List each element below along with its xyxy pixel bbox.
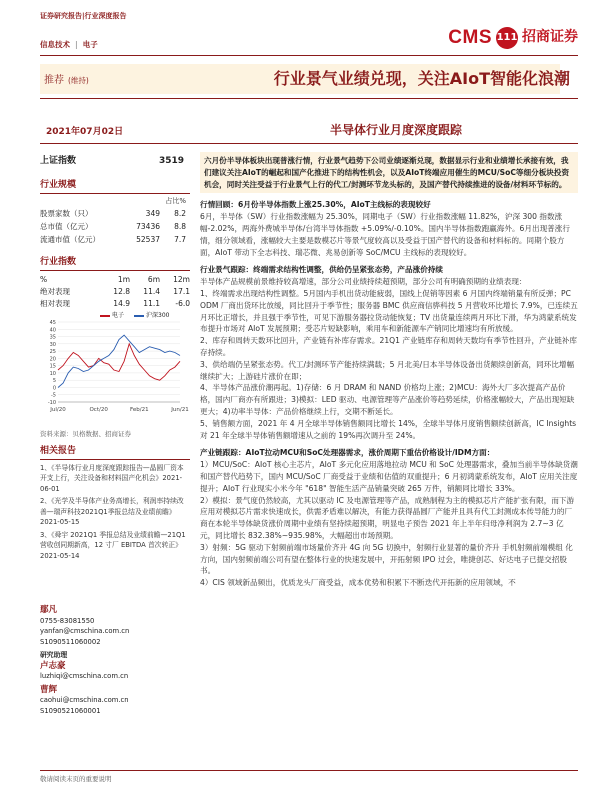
x-tick-label: Jun/21 (171, 406, 189, 413)
scale-cell: 8.2 (174, 208, 186, 218)
x-tick-label: Oct/20 (89, 406, 108, 413)
perf-cell: 6m (147, 274, 160, 284)
section-1-body: 6月，半导体（SW）行业指数涨幅为 25.30%，同期电子（SW）行业指数涨幅 11.82%，沪深 300 指数涨幅-2.02%，两海外费城半导体/台湾半导体指数 +5.09%/-0.10%。国内半导体指数跑赢海外。6月出现普涨行情，细分领域看，涨幅较大主要是数模芯片等景气度较高以及受益于国产替代的设备和材料标的。同期个股方面，AIoT 带动下全志科技、瑞芯微、兆易创新等 SoC/MCU 主线标的表现较好。 (200, 212, 570, 257)
band-rule (40, 98, 578, 99)
abstract: 六月份半导体板块出现普涨行情，行业景气趋势下公司业绩逐渐兑现，数据显示行业和业绩增长承接有效，我们建议关注AIoT的崛起和国产化推进下的结构性机会，以及AIoT终端应用催生的MCU/SoC等细分板块投资机会，同时关注受益于行业景气上行的代工/封测环节龙头标的，及国产替代持续推进的设备/材料环节标的。 (200, 152, 578, 193)
perf-cell: 11.4 (143, 286, 160, 296)
section-3-item: 2）模拟：景气度仍然较高，尤其以驱动 IC 及电源管理等产品，成熟制程为主的模拟芯片产能扩张有限，而下游应用对模拟芯片需求快速成长，供需矛盾难以解决，有能力获得晶圆厂产能并且具有代工封测成本传导能力的厂商在本轮半导体缺货涨价周期中业绩有坚持续超预期，明显电子预告 2021 年上半年归母净利润为 2.7~3 亿元，同比增长 832.38%~935.98%，大幅超出市场预期。 (200, 495, 575, 540)
brand-logo (448, 25, 578, 51)
y-tick-label: 5 (52, 378, 56, 385)
perf-cell: 1m (117, 274, 130, 284)
analyst-name: 鄢凡 (40, 605, 58, 615)
analyst-email[interactable]: yanfan@cmschina.com.cn (40, 627, 130, 635)
related-list (40, 463, 190, 562)
index-value: 3519 (158, 156, 184, 166)
scale-cell: 52537 (136, 234, 160, 244)
perf-cell: 相对表现 (40, 298, 70, 308)
x-tick-label: Feb/21 (130, 406, 149, 413)
y-tick-label: 35 (49, 334, 56, 341)
rating (44, 74, 89, 88)
perf-row (40, 286, 190, 298)
chart-legend (100, 312, 169, 320)
legend-item-1 (100, 312, 124, 320)
legend-label-2: 沪深300 (146, 311, 170, 319)
y-tick-label: 0 (52, 385, 56, 392)
footer-note: 敬请阅读末页的重要说明 (40, 775, 112, 783)
analysts (40, 602, 190, 716)
chart-svg (40, 310, 189, 418)
y-tick-label: 10 (49, 370, 56, 377)
analyst-role: 研究助理 (40, 651, 68, 659)
left-column (40, 155, 190, 563)
footer-rule (40, 770, 578, 771)
analyst-email[interactable]: caohui@cmschina.com.cn (40, 696, 129, 704)
perf-cell: 17.1 (173, 286, 190, 296)
section-2-item: 2、库存和周转天数环比回升，产业链有补库存需求。21Q1 产业链库存和周转天数均有季节性回升，产业链补库存持续。 (200, 336, 578, 357)
main-column (200, 152, 578, 589)
perf-row (40, 298, 190, 310)
dept-line: 信息技术 | 电子 (40, 40, 98, 49)
legend-item-2 (134, 312, 169, 320)
rating-note: (维持) (68, 76, 89, 85)
scale-cell: 股票家数（只） (40, 208, 93, 218)
section-1 (200, 199, 578, 258)
page-title: 行业景气业绩兑现，关注AIoT智能化浪潮 (273, 69, 570, 88)
report-date: 2021年07月02日 (46, 127, 124, 137)
subtitle-rule (40, 143, 578, 144)
scale-cell: 总市值（亿元） (40, 221, 93, 231)
y-tick-label: 15 (49, 363, 56, 370)
related-item: 1、《半导体行业月度深度跟踪报告—晶圆厂资本开支上行，关注设备和材料国产化机会》2021-06-01 (40, 463, 184, 493)
header-rule (40, 55, 578, 56)
y-tick-label: 40 (49, 327, 56, 334)
x-tick-label: Jul/20 (50, 406, 66, 413)
analyst-name: 曹辉 (40, 684, 58, 695)
section-3-title: 产业链跟踪：AIoT拉动MCU和SoC处理器需求，涨价周期下重估价格设计/IDM方面： (200, 448, 495, 458)
section-2-item: 1、终端需求出现结构性调整。5月国内手机出货动能疲弱，国线上促销等因素 6 月国内终端销量有所反弹；PC ODM 厂商出货环比放缓，同比回升于季节性；服务器 BMC 供应商信骅科技 5 月营收环比增长 7.9%，已连续五月环比正增长，并且强于季节性，可见下游服务器拉货动能恢复；TV 出货量连续两月环比下滑，华为鸿蒙系统发布提升市场对 AIoT 发展预期；受芯片短缺影响，乘用车和新能源车产销同比增速均有所放缓。 (200, 288, 578, 334)
scale-row (40, 233, 190, 246)
perf-cell: 12m (173, 274, 190, 284)
perf-title: 行业指数 (40, 256, 190, 271)
section-3-item: 3）射频：5G 驱动下射频前端市场量价齐升 4G 向 5G 切换中，射频行业显著的量价齐升 手机射频前端模组 化方向，国内射频前端公司有望在整体行业的快速发展中，开拓射频 IPO 过会，唯捷创芯、好达电子已提交招股书。 (200, 542, 573, 576)
series-line-2 (58, 335, 180, 387)
legend-swatch-2 (134, 315, 144, 317)
series-line: 证券研究报告|行业深度报告 (40, 12, 127, 20)
y-tick-label: 45 (49, 319, 56, 326)
section-3 (200, 447, 578, 589)
logo-text: CMS (448, 27, 492, 48)
scale-col-head: 占比% (165, 197, 186, 206)
scale-table (40, 207, 190, 246)
perf-cell: 14.9 (113, 298, 130, 308)
y-tick-label: -10 (47, 399, 56, 406)
perf-cell: -6.0 (175, 298, 190, 308)
subtitle: 半导体行业月度深度跟踪 (330, 123, 463, 137)
related-title: 相关报告 (40, 445, 190, 460)
scale-title: 行业规模 (40, 179, 190, 194)
perf-cell: 12.8 (113, 286, 130, 296)
series-line-1 (58, 344, 180, 380)
scale-cell: 349 (145, 208, 160, 218)
section-2 (200, 264, 578, 441)
perf-header (40, 274, 190, 286)
related-item: 3、《舜宇 2021Q1 季报总结及业绩前瞻—21Q1 营收创同期新高，12 寸厂 EBITDA 首次转正》2021-05-14 (40, 530, 186, 560)
scale-row (40, 207, 190, 220)
y-tick-label: -5 (51, 392, 56, 399)
perf-cell: 11.1 (143, 298, 160, 308)
index-label: 上证指数 (40, 156, 77, 166)
y-tick-label: 30 (49, 341, 56, 348)
scale-cell: 73436 (136, 221, 160, 231)
analyst-id: S1090511060002 (40, 637, 101, 646)
analyst-id: S1090521060001 (40, 706, 101, 715)
logo-cn: 招商证券 (522, 29, 578, 46)
analyst-name: 卢志豪 (40, 660, 66, 671)
related-item: 2、《光学及半导体产业务高增长，利润率持续改善—瑞声科技2021Q1季报总结及业绩前瞻》2021-05-15 (40, 497, 184, 527)
section-3-item: 1）MCU/SoC：AIoT 核心主芯片，AIoT 多元化应用落地拉动 MCU 和 SoC 处理器需求，叠加当前半导体缺货潮和国产替代趋势下，国内 MCU/SoC 厂商受益于业绩和估值的双重提升；6 月初鸿蒙系统发布，AIoT 应用关注度提升；AIoT 行业现实小米今年 "618" 智能生活产品销量突破 265 万件，销额同比增长 33%。 (200, 460, 578, 493)
index-chart (40, 310, 189, 428)
y-tick-label: 20 (49, 356, 56, 363)
section-3-item: 4）CIS 领域新品频出，优质龙头厂商受益，成本优势和积累下不断迭代开拓新的应用领域，不 (200, 578, 516, 588)
rating-label: 推荐 (44, 75, 64, 86)
scale-cell: 7.7 (174, 234, 186, 244)
index-row (40, 155, 190, 167)
section-2-item: 5、销售额方面，2021 年 4 月全球半导体销售额同比增长 14%，全球半导体月度销售额续创新高，IC Insights 对 21 年全球半导体销售额增速从之前的 19%再次调升至 24%。 (200, 418, 577, 440)
legend-swatch-1 (100, 315, 110, 317)
scale-row (40, 220, 190, 233)
section-2-item: 4、半导体产品涨价潮再起。1)存储：6 月 DRAM 和 NAND 价格均上涨；2)MCU：海外大厂多次提高产品价格，国内厂商亦有所跟进；3)模拟：LED 驱动、电源管理等产品涨价等趋势延续，价格涨幅较大，产品出现短缺更大；4)功率半导体：产品价格继续上行，交期不断延长。 (200, 383, 575, 416)
perf-cell: % (40, 274, 48, 284)
perf-table (40, 274, 190, 310)
analyst-phone: 0755-83081550 (40, 616, 95, 625)
y-tick-label: 25 (49, 348, 56, 355)
chart-source: 资料来源：贝格数据、招商证券 (40, 429, 131, 438)
section-2-item: 3、供给端仍呈紧张态势。代工/封测环节产能持续满载；5 月北美/日本半导体设备出货额续创新高，同环比增幅继续扩大；上游硅片涨价在即； (200, 359, 575, 381)
perf-cell: 绝对表现 (40, 286, 70, 296)
analyst-email[interactable]: luzhiqi@cmschina.com.cn (40, 672, 129, 680)
section-1-title: 行情回顾：6月份半导体指数上涨25.30%，AIoT主线标的表现较好 (200, 200, 431, 210)
section-2-title: 行业景气跟踪：终端需求结构性调整，供给仍呈紧张态势，产品涨价持续 (200, 265, 443, 275)
logo-badge-icon: 111 (496, 27, 518, 49)
dept-label: 信息技术 (40, 40, 70, 49)
legend-label-1: 电子 (112, 311, 125, 319)
section-2-body: 半导体产品规模前景维持较高增速，部分公司业绩持续超预期，部分公司有明确预期的业绩表现： (200, 277, 527, 287)
scale-cell: 8.8 (174, 221, 186, 231)
scale-cell: 流通市值（亿元） (40, 234, 100, 244)
sector-label: 电子 (82, 40, 98, 49)
